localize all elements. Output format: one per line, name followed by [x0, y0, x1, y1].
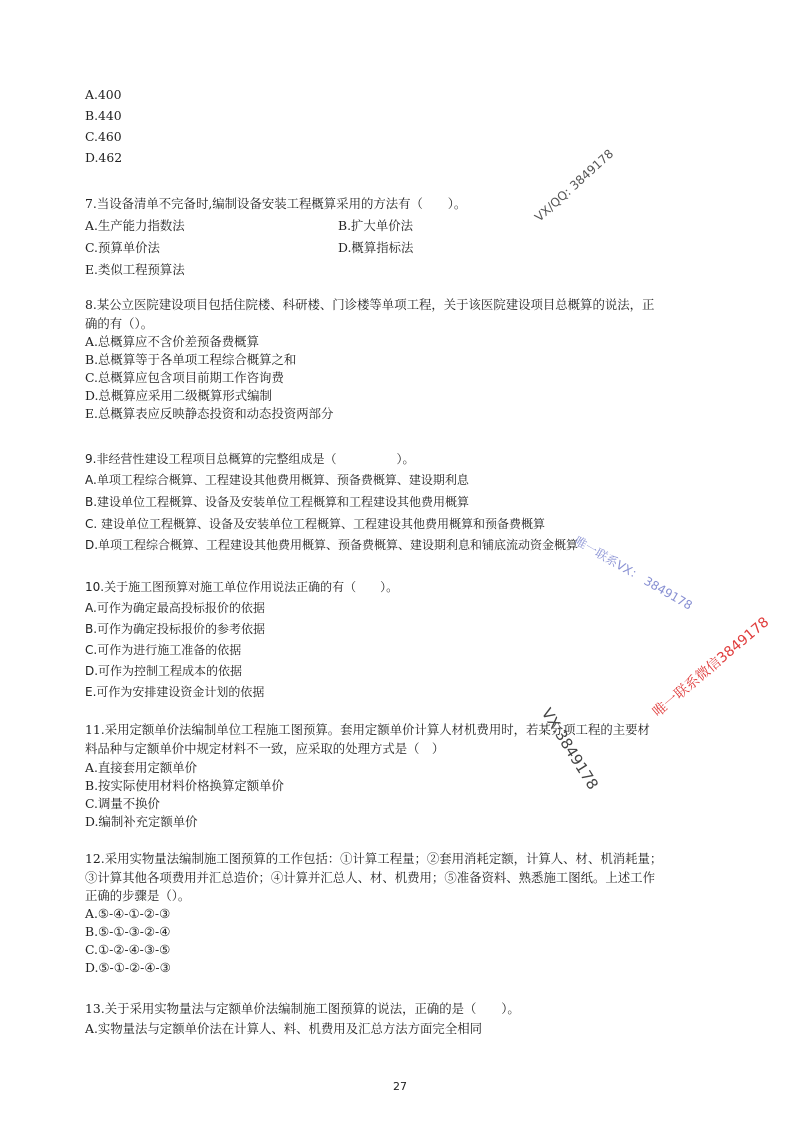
q7-option-row-1	[85, 217, 413, 235]
q7-option-row-2	[85, 239, 414, 257]
q6-option-a: A.400	[85, 87, 122, 102]
q8-option-b: B.总概算等于各单项工程综合概算之和	[85, 352, 297, 367]
q6-option-c: C.460	[85, 129, 122, 144]
page-number: 27	[393, 1080, 407, 1093]
q7-option-d: D.概算指标法	[338, 240, 414, 255]
q7-option-b: B.扩大单价法	[338, 218, 413, 233]
q8-question-line2: 确的有（）。	[85, 316, 154, 331]
q10-question: 10.关于施工图预算对施工单位作用说法正确的有（ ）。	[85, 580, 399, 594]
q10-option-d: D.可作为控制工程成本的依据	[85, 664, 243, 678]
q12-option-d: D.⑤-①-②-④-③	[85, 960, 171, 975]
q11-option-c: C.调量不换价	[85, 796, 160, 811]
q13-question: 13.关于采用实物量法与定额单价法编制施工图预算的说法，正确的是（ ）。	[85, 1001, 520, 1016]
q10-option-c: C.可作为进行施工准备的依据	[85, 643, 242, 657]
q7-question: 7.当设备清单不完备时,编制设备安装工程概算采用的方法有（ ）。	[85, 196, 467, 211]
q11-option-b: B.按实际使用材料价格换算定额单价	[85, 778, 284, 793]
q13-option-a: A.实物量法与定额单价法在计算人、料、机费用及汇总方法方面完全相同	[85, 1021, 482, 1036]
q11-option-a: A.直接套用定额单价	[85, 760, 198, 775]
q8-option-d: D.总概算应采用二级概算形式编制	[85, 388, 272, 403]
watermark-vx-blue: 唯一联系VX： 3849178	[572, 533, 695, 613]
q8-option-e: E.总概算表应反映静态投资和动态投资两部分	[85, 406, 334, 421]
q10-option-b: B.可作为确定投标报价的参考依据	[85, 622, 266, 636]
watermark-vx-dark: VX:3849178	[537, 705, 602, 793]
q11-question-line2: 料品种与定额单价中规定材料不一致，应采取的处理方式是（ ）	[85, 741, 445, 756]
q9-option-a: A.单项工程综合概算、工程建设其他费用概算、预备费概算、建设期利息	[85, 473, 469, 487]
q7-option-c: C.预算单价法	[85, 240, 160, 255]
q10-option-a: A.可作为确定最高投标报价的依据	[85, 601, 265, 615]
watermark-vxqq: VX/QQ: 3849178	[532, 146, 617, 225]
q11-question-line1: 11.采用定额单价法编制单位工程施工图预算。套用定额单价计算人材机费用时，若某分项工程的主要材	[85, 722, 650, 737]
q6-option-d: D.462	[85, 150, 123, 165]
q12-option-a: A.⑤-④-①-②-③	[85, 906, 171, 921]
q12-question-line1: 12.采用实物量法编制施工图预算的工作包括：①计算工程量；②套用消耗定额，计算人、材、机消耗量；	[85, 851, 663, 866]
q10-option-e: E.可作为安排建设资金计划的依据	[85, 685, 265, 699]
q8-option-c: C.总概算应包含项目前期工作咨询费	[85, 370, 284, 385]
q9-option-b: B.建设单位工程概算、设备及安装单位工程概算和工程建设其他费用概算	[85, 495, 470, 509]
q12-question-line2: ③计算其他各项费用并汇总造价；④计算并汇总人、材、机费用；⑤准备资料、熟悉施工图纸。上述工作	[85, 870, 655, 885]
q7-option-a: A.生产能力指数法	[85, 218, 185, 233]
q12-option-c: C.①-②-④-③-⑤	[85, 942, 171, 957]
q12-option-b: B.⑤-①-③-②-④	[85, 924, 171, 939]
q11-option-d: D.编制补充定额单价	[85, 814, 198, 829]
q8-question-line1: 8.某公立医院建设项目包括住院楼、科研楼、门诊楼等单项工程，关于该医院建设项目总概算的说法，正	[85, 297, 655, 312]
q8-option-a: A.总概算应不含价差预备费概算	[85, 334, 259, 349]
q9-option-c: C. 建设单位工程概算、设备及安装单位工程概算、工程建设其他费用概算和预备费概算	[85, 517, 546, 531]
q12-question-line3: 正确的步骤是（）。	[85, 888, 191, 903]
q9-option-d: D.单项工程综合概算、工程建设其他费用概算、预备费概算、建设期利息和铺底流动资金概算	[85, 538, 579, 552]
q9-question: 9.非经营性建设工程项目总概算的完整组成是（ ）。	[85, 452, 415, 466]
watermark-wechat-red: 唯一联系微信3849178	[649, 614, 773, 721]
q6-option-b: B.440	[85, 108, 122, 123]
q7-option-e: E.类似工程预算法	[85, 262, 185, 277]
